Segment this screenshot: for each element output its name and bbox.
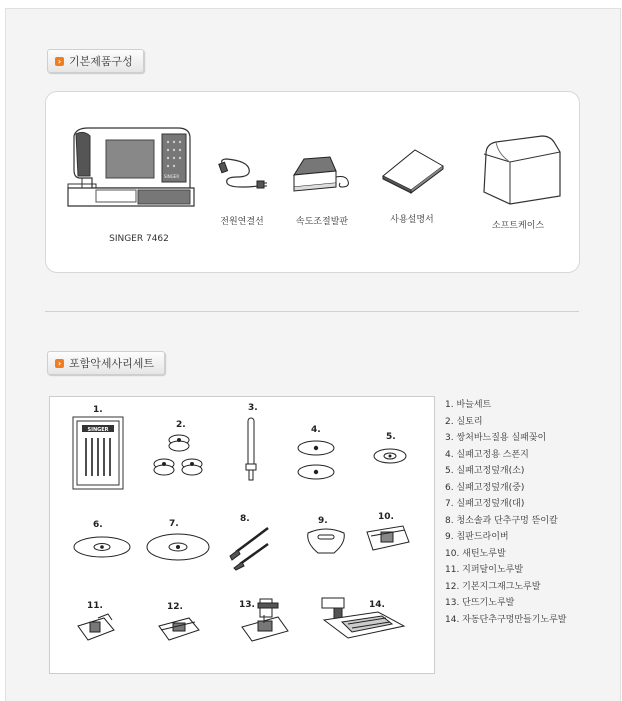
accessory-number: 14. [369,600,385,610]
accessory-number: 7. [169,519,179,529]
spool-cap-medium-icon [72,534,132,560]
foot-pedal-icon [290,153,352,195]
accessory-list-item: 7. 실패고정덮개(대) [445,499,525,509]
accessory-number: 8. [240,514,250,524]
bullet-icon: › [55,57,64,66]
spool-cap-large-icon [145,531,211,563]
section-tab-basic [47,49,144,73]
accessory-list-item: 13. 단뜨기노루발 [445,598,515,608]
accessory-number: 3. [248,403,258,413]
basic-item-label: 속도조절발판 [295,217,349,227]
accessory-list-item: 14. 자동단추구멍만들기노루발 [445,614,567,625]
accessory-number: 9. [318,516,328,526]
accessory-number: 6. [93,520,103,530]
screwdriver-icon [304,527,348,557]
machine-brand-text: SINGER [164,174,180,179]
accessory-list-item: 3. 쌍처바느질용 실패꽂이 [445,433,547,443]
basic-item-label: 전원연결선 [220,217,264,227]
accessory-list-item: 11. 지퍼달이노루발 [445,565,524,575]
soft-case-icon [480,134,566,206]
manual-book-icon [381,148,447,192]
accessory-list-item: 12. 기본지그재그노루발 [445,581,541,592]
section-title-accessories: 포함악세사리세트 [69,357,155,370]
brush-seam-ripper-icon [228,522,276,568]
section-title-basic: 기본제품구성 [69,55,133,68]
sewing-machine-image [66,126,196,224]
basic-item-label: 소프트케이스 [491,221,545,231]
zipper-foot-icon [74,614,118,644]
spool-pin-icon [244,416,258,482]
needle-set-icon [72,416,124,490]
section-divider [45,311,579,312]
bobbins-icon [152,432,206,484]
accessory-number: 11. [87,601,103,611]
accessory-list-item: 5. 실패고정덮개(소) [445,466,525,476]
accessory-list-item: 2. 실토리 [445,416,483,427]
accessory-list-item: 9. 침판드라이버 [445,532,509,542]
basic-item-label: 사용설명서 [390,215,434,225]
accessory-number: 4. [311,425,321,435]
satin-foot-icon [363,522,413,554]
accessory-list-item: 4. 실패고정용 스폰지 [445,449,529,460]
accessory-number: 2. [176,420,186,430]
basic-item-label: SINGER 7462 [109,234,169,244]
accessory-number: 10. [378,512,394,522]
accessory-list-item: 10. 새틴노루발 [445,548,506,559]
accessory-number: 13. [239,600,255,610]
accessory-list-item: 8. 청소솔과 단추구멍 뜯이칼 [445,515,558,526]
accessory-number: 5. [386,432,396,442]
section-tab-accessories [47,351,165,375]
accessory-list-item: 6. 실패고정덮개(중) [445,482,525,493]
spool-cap-small-icon [372,445,408,467]
accessory-list [445,397,567,628]
bullet-icon: › [55,359,64,368]
spool-felt-icon [296,438,336,484]
accessory-number: 12. [167,602,183,612]
blind-hem-foot-icon [238,597,292,643]
accessory-list-item: 1. 바늘세트 [445,400,492,410]
svg-text:SINGER: SINGER [87,427,109,433]
zigzag-foot-icon [155,614,203,644]
buttonhole-foot-icon [318,596,408,648]
power-cord-icon [217,155,267,195]
accessory-number: 1. [93,405,103,415]
